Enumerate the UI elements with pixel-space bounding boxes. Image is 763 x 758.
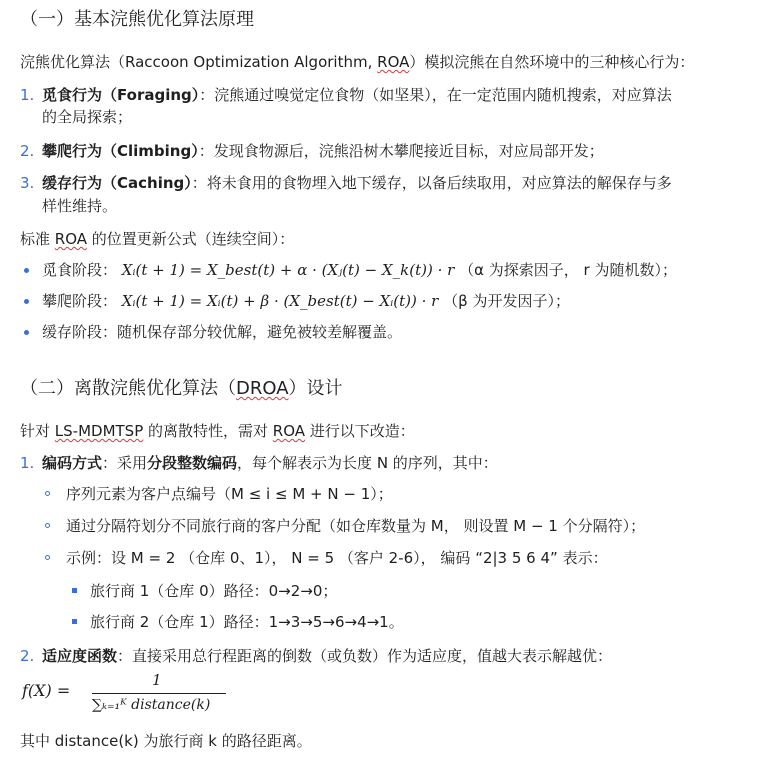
encoding-sub-1: 序列元素为客户点编号（M ≤ i ≤ M + N − 1）； bbox=[66, 485, 393, 503]
climbing-formula: Xᵢ(t + 1) = Xᵢ(t) + β · (X_best(t) − Xᵢ(t)) · r bbox=[121, 292, 439, 310]
list-number-2: 2. bbox=[20, 142, 35, 160]
list-number-1: 1. bbox=[20, 86, 35, 104]
section2-intro: 针对 LS-MDMTSP 的离散特性，需对 ROA 进行以下改造： bbox=[20, 422, 415, 440]
list-number-3: 3. bbox=[20, 174, 35, 192]
list-number-2: 2. bbox=[20, 647, 35, 665]
behavior-caching: 缓存行为（Caching）：将未食用的食物埋入地下缓存，以备后续取用，对应算法的解保存与多 bbox=[42, 174, 672, 192]
section1-intro: 浣熊优化算法（Raccoon Optimization Algorithm, ROA）模拟浣熊在自然环境中的三种核心行为： bbox=[20, 53, 695, 71]
section1-heading: （一）基本浣熊优化算法原理 bbox=[20, 9, 254, 30]
fitness-formula-numerator: 1 bbox=[152, 671, 162, 689]
phase-caching: 缓存阶段：随机保存部分较优解，避免被较差解覆盖。 bbox=[42, 323, 403, 341]
behavior-caching-cont: 样性维持。 bbox=[42, 197, 118, 215]
behavior-foraging: 觅食行为（Foraging）：浣熊通过嗅觉定位食物（如坚果），在一定范围内随机搜索，对应算法 bbox=[42, 86, 672, 104]
bullet-circle bbox=[45, 523, 50, 528]
bullet-square bbox=[72, 619, 77, 624]
encoding-sub-2: 通过分隔符划分不同旅行商的客户分配（如仓库数量为 M， 则设置 M − 1 个分隔符）； bbox=[66, 517, 646, 535]
bullet-dot bbox=[24, 268, 29, 273]
phase-climbing: 攀爬阶段： Xᵢ(t + 1) = Xᵢ(t) + β · (X_best(t) − Xᵢ(t)) · r （β 为开发因子）； bbox=[42, 292, 570, 310]
bullet-circle bbox=[45, 555, 50, 560]
bullet-square bbox=[72, 588, 77, 593]
distance-note: 其中 distance(k) 为旅行商 k 的路径距离。 bbox=[20, 732, 312, 750]
behavior-foraging-cont: 的全局探索； bbox=[42, 108, 133, 126]
section2-heading: （二）离散浣熊优化算法（DROA）设计 bbox=[20, 378, 343, 399]
update-formula-intro: 标准 ROA 的位置更新公式（连续空间）： bbox=[20, 230, 295, 248]
encoding-item: 编码方式：采用分段整数编码，每个解表示为长度 N 的序列，其中： bbox=[42, 454, 498, 472]
fitness-item: 适应度函数：直接采用总行程距离的倒数（或负数）作为适应度，值越大表示解越优： bbox=[42, 647, 613, 665]
example-path-2: 旅行商 2（仓库 1）路径：1→3→5→6→4→1。 bbox=[90, 613, 404, 631]
fitness-formula-denominator: ∑ₖ₌₁ᴷ distance(k) bbox=[92, 697, 211, 713]
encoding-sub-3: 示例：设 M = 2 （仓库 0、1）， N = 5 （客户 2-6）， 编码 “2|3 5 6 4” 表示： bbox=[66, 549, 608, 567]
list-number-1: 1. bbox=[20, 454, 35, 472]
behavior-climbing: 攀爬行为（Climbing）：发现食物源后，浣熊沿树木攀爬接近目标，对应局部开发； bbox=[42, 142, 604, 160]
bullet-dot bbox=[24, 299, 29, 304]
bullet-dot bbox=[24, 330, 29, 335]
phase-foraging: 觅食阶段： Xᵢ(t + 1) = X_best(t) + α · (Xⱼ(t) − X_k(t)) · r （α 为探索因子， r 为随机数）； bbox=[42, 261, 677, 279]
fraction-bar bbox=[92, 693, 226, 694]
bullet-circle bbox=[45, 491, 50, 496]
fitness-formula-lhs: f(X) = bbox=[22, 681, 71, 700]
example-path-1: 旅行商 1（仓库 0）路径：0→2→0； bbox=[90, 582, 338, 600]
foraging-formula: Xᵢ(t + 1) = X_best(t) + α · (Xⱼ(t) − X_k(t)) · r bbox=[121, 261, 455, 279]
